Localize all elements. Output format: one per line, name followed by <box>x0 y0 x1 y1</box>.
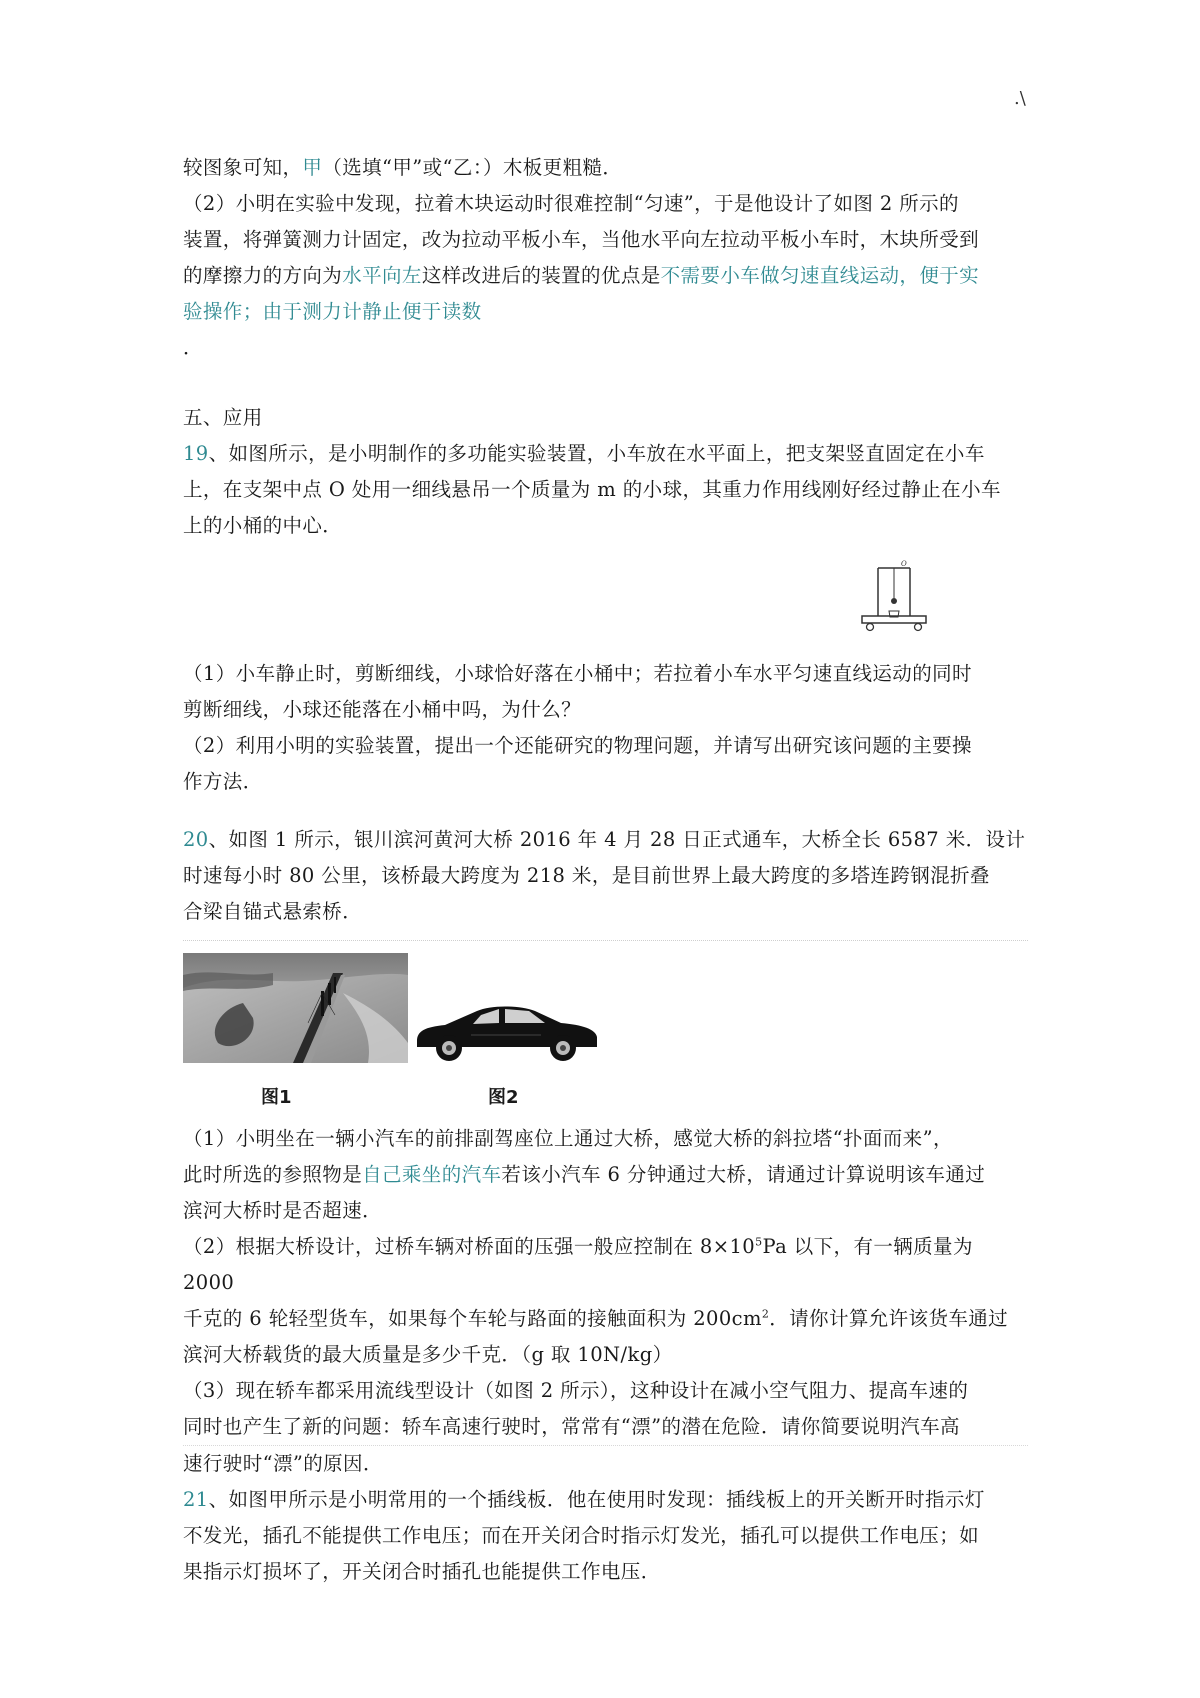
question-number: 20 <box>183 828 209 851</box>
answer-advantage: 不需要小车做匀速直线运动，便于实 <box>660 264 980 287</box>
q18-part2-line-2: 装置，将弹簧测力计固定，改为拉动平板小车，当他水平向左拉动平板小车时，木块所受到 <box>183 228 980 251</box>
bridge-photo <box>183 953 408 1063</box>
exponent: 2 <box>761 1307 770 1321</box>
q19-line-3: 上的小桶的中心． <box>183 514 343 537</box>
q20-sub3-line-3: 速行驶时“漂”的原因． <box>183 1452 383 1475</box>
cart-figure-row <box>183 544 1028 656</box>
page-content <box>183 150 1028 1590</box>
q20-sub1-line-3: 滨河大桥时是否超速． <box>183 1199 383 1222</box>
q21-line-2: 不发光，插孔不能提供工作电压；而在开关闭合时指示灯发光，插孔可以提供工作电压；如 <box>183 1524 980 1547</box>
question-20 <box>183 822 1028 1482</box>
q19-line-2: 上，在支架中点 O 处用一细线悬吊一个质量为 m 的小球，其重力作用线刚好经过静止在小车 <box>183 478 1001 501</box>
dotted-divider <box>183 940 1028 941</box>
spacer <box>183 800 1028 822</box>
q20-line-3: 合梁自锚式悬索桥． <box>183 900 363 923</box>
answer-jia: 甲 <box>302 156 323 179</box>
section-title: 五、应用 <box>183 406 263 429</box>
text: 较图象可知， <box>183 156 303 179</box>
sports-car-photo <box>411 993 601 1065</box>
q18-part2-line-4: 验操作；由于测力计静止便于读数 <box>183 300 482 323</box>
q19-line-1 <box>183 436 1028 472</box>
text: 若该小汽车 6 分钟通过大桥，请通过计算说明该车通过 <box>501 1163 986 1186</box>
question-21 <box>183 1482 1028 1590</box>
text: 、如图所示，是小明制作的多功能实验装置，小车放在水平面上，把支架竖直固定在小车 <box>208 442 985 465</box>
text: （2）根据大桥设计，过桥车辆对桥面的压强一般应控制在 8×10 <box>183 1235 756 1258</box>
figure-1-caption: 图1 <box>261 1087 292 1108</box>
question-number: 21 <box>183 1488 209 1511</box>
text: 此时所选的参照物是 <box>183 1163 363 1186</box>
q20-sub3-line-1: （3）现在轿车都采用流线型设计（如图 2 所示），这种设计在减小空气阻力、提高车速的 <box>183 1379 969 1402</box>
q20-sub1-line-2 <box>183 1157 1028 1193</box>
q20-sub2-line-2 <box>183 1301 1028 1337</box>
exponent: 5 <box>755 1235 763 1249</box>
q21-line-3: 果指示灯损坏了，开关闭合时插孔也能提供工作电压． <box>183 1560 661 1583</box>
text: Pa 以下，有一辆质量为 2000 <box>183 1235 973 1294</box>
q19-sub1-line-2: 剪断细线，小球还能落在小桶中吗，为什么？ <box>183 698 582 721</box>
text: 的摩擦力的方向为 <box>183 264 343 287</box>
point-o-label: O <box>901 560 907 568</box>
q19-sub2-line-2: 作方法． <box>183 770 263 793</box>
text: 、如图 1 所示，银川滨河黄河大桥 2016 年 4 月 28 日正式通车，大桥全长 6587 米．设计 <box>208 828 1026 851</box>
q19-sub2-line-1: （2）利用小明的实验装置，提出一个还能研究的物理问题，并请写出研究该问题的主要操 <box>183 734 972 757</box>
q20-sub2-line-3: 滨河大桥载货的最大质量是多少千克．（g 取 10N/kg） <box>183 1343 673 1366</box>
q20-sub3-line-2: 同时也产生了新的问题：轿车高速行驶时，常常有“漂”的潜在危险．请你简要说明汽车高 <box>183 1409 1028 1446</box>
q18-line-1 <box>183 150 1028 186</box>
q18-part2-line-1: （2）小明在实验中发现，拉着木块运动时很难控制“匀速”，于是他设计了如图 2 所示的 <box>183 192 959 215</box>
text: 、如图甲所示是小明常用的一个插线板．他在使用时发现：插线板上的开关断开时指示灯 <box>208 1488 985 1511</box>
question-18-continuation <box>183 150 1028 366</box>
question-number: 19 <box>183 442 209 465</box>
figure-2-caption: 图2 <box>488 1087 519 1108</box>
q18-part2-line-3 <box>183 258 1028 294</box>
corner-mark: .\ <box>1014 88 1026 109</box>
text: （选填“甲”或“乙：）木板更粗糙． <box>322 156 623 179</box>
q20-line-2: 时速每小时 80 公里，该桥最大跨度为 218 米，是目前世界上最大跨度的多塔连跨钢混折叠 <box>183 864 990 887</box>
q19-sub1-line-1: （1）小车静止时，剪断细线，小球恰好落在小桶中；若拉着小车水平匀速直线运动的同时 <box>183 662 972 685</box>
figures-row <box>183 953 1028 1121</box>
text: 这样改进后的装置的优点是 <box>421 264 661 287</box>
q20-sub2-line-1 <box>183 1229 1028 1301</box>
q21-line-1 <box>183 1482 1028 1518</box>
text: 千克的 6 轮轻型货车，如果每个车轮与路面的接触面积为 200cm <box>183 1307 762 1330</box>
q20-sub1-line-1: （1）小明坐在一辆小汽车的前排副驾座位上通过大桥，感觉大桥的斜拉塔“扑面而来”， <box>183 1127 953 1150</box>
text: ．请你计算允许该货车通过 <box>769 1307 1009 1330</box>
answer-reference-frame: 自己乘坐的汽车 <box>362 1163 502 1186</box>
question-19 <box>183 436 1028 800</box>
cart-apparatus-figure <box>858 558 930 638</box>
q18-part2-line-5: ． <box>183 336 203 359</box>
answer-direction: 水平向左 <box>342 264 422 287</box>
q20-line-1 <box>183 822 1028 858</box>
